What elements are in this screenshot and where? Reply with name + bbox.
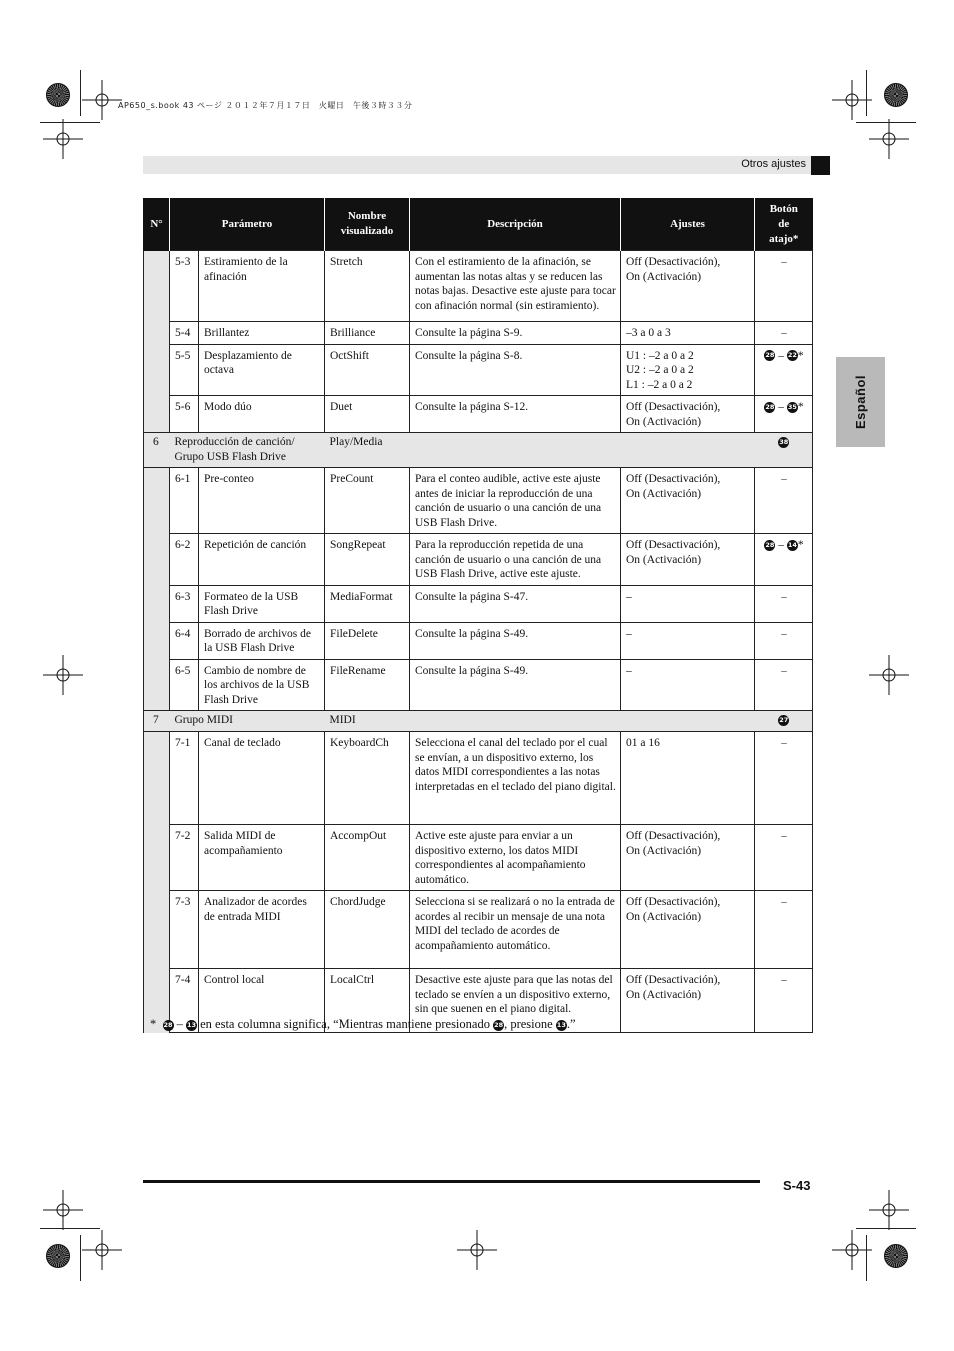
row-desc: Consulte la página S-49.: [410, 659, 621, 711]
table-row: [144, 396, 813, 433]
row-display: MediaFormat: [325, 585, 410, 622]
row-shortcut: –: [781, 590, 787, 603]
registration-circle-bottom-left: [46, 1244, 70, 1268]
crop-line: [40, 122, 100, 123]
crop-line: [866, 70, 867, 116]
row-settings: Off (Desactivación), On (Activación): [621, 396, 755, 433]
row-settings: –: [621, 585, 755, 622]
row-param: Cambio de nombre de los archivos de la USB Flash Drive: [199, 659, 325, 711]
circled-button-icon: 28: [163, 1020, 173, 1029]
group-gutter: [144, 732, 170, 1033]
row-desc: Consulte la página S-8.: [410, 344, 621, 396]
circled-button-icon: 28: [494, 1020, 504, 1029]
row-shortcut: –: [781, 473, 787, 485]
row-shortcut: –: [781, 830, 787, 842]
row-display: KeyboardCh: [325, 732, 410, 825]
header-description: Descripción: [410, 198, 621, 251]
group-gutter: [144, 468, 170, 711]
circled-button-icon: 13: [556, 1020, 566, 1029]
row-display: FileRename: [325, 659, 410, 711]
group-row-playback: [144, 433, 813, 468]
section-marker-block: [811, 156, 830, 175]
table-row: [144, 534, 813, 586]
row-shortcut: –: [781, 327, 787, 339]
row-id: 7-4: [170, 969, 199, 1033]
group-title: Grupo MIDI: [170, 711, 325, 732]
circled-button-icon: 27: [779, 715, 789, 724]
row-shortcut: –: [781, 737, 787, 749]
row-shortcut: [755, 396, 813, 433]
header-param: Parámetro: [170, 198, 325, 251]
row-id: 6-5: [170, 659, 199, 711]
row-settings: U1 : –2 a 0 a 2 U2 : –2 a 0 a 2 L1 : –2 a 0 a 2: [621, 344, 755, 396]
row-id: 7-1: [170, 732, 199, 825]
row-param: Canal de teclado: [199, 732, 325, 825]
group-row-midi: [144, 711, 813, 732]
table-header-row: [144, 198, 813, 251]
row-id: 6-2: [170, 534, 199, 586]
crop-line: [866, 1235, 867, 1281]
circled-button-icon: 28: [765, 351, 775, 360]
shortcut-asterisk: *: [797, 349, 804, 362]
crop-line: [80, 1235, 81, 1281]
registration-circle-top-left: [46, 83, 70, 107]
bottom-rule: [143, 1180, 760, 1183]
registration-circle-top-right: [884, 83, 908, 107]
row-id: 7-2: [170, 825, 199, 891]
row-desc: Desactive este ajuste para que las notas del teclado se envíen a un dispositivo externo, sin que suenen en el piano digital.: [410, 969, 621, 1033]
row-desc: Selecciona si se realizará o no la entrada de acordes al recibir un mensaje de una nota MIDI del teclado de acordes de acompañamiento automático.: [410, 891, 621, 969]
row-settings: Off (Desactivación), On (Activación): [621, 534, 755, 586]
row-id: 5-5: [170, 344, 199, 396]
file-header: AP650_s.book 43 ページ ２０１２年７月１７日 火曜日 午後３時３３分: [118, 101, 413, 110]
row-display: PreCount: [325, 468, 410, 534]
row-id: 6-4: [170, 622, 199, 659]
crosshair-right-middle: [869, 655, 909, 695]
row-settings: Off (Desactivación), On (Activación): [621, 891, 755, 969]
crop-line: [80, 70, 81, 116]
crosshair-left-upper: [43, 119, 83, 159]
row-param: Borrado de archivos de la USB Flash Drive: [199, 622, 325, 659]
shortcut-separator: –: [775, 349, 787, 362]
header-num: N°: [144, 198, 170, 251]
row-display: Stretch: [325, 251, 410, 322]
row-param: Salida MIDI de acompañamiento: [199, 825, 325, 891]
row-desc: Active este ajuste para enviar a un dispositivo externo, los datos MIDI correspondientes al acompañamiento automático.: [410, 825, 621, 891]
language-tab-label: Español: [853, 374, 868, 430]
row-desc: Selecciona el canal del teclado por el cual se envían, a un dispositivo externo, los datos MIDI correspondientes a las notas interpretadas en el teclado del piano digital.: [410, 732, 621, 825]
row-param: Estiramiento de la afinación: [199, 251, 325, 322]
row-settings: Off (Desactivación), On (Activación): [621, 251, 755, 322]
group-num: 7: [144, 711, 170, 732]
shortcut-asterisk: *: [797, 401, 804, 413]
circled-button-icon: 38: [779, 437, 789, 446]
row-desc: Consulte la página S-49.: [410, 622, 621, 659]
row-desc: Consulte la página S-12.: [410, 396, 621, 433]
row-display: Brilliance: [325, 322, 410, 345]
group-title: Reproducción de canción/ Grupo USB Flash Drive: [170, 433, 325, 468]
language-tab: [836, 357, 885, 447]
footnote-asterisk: *: [150, 1017, 157, 1031]
shortcut-separator: –: [775, 539, 787, 551]
shortcut-asterisk: *: [797, 539, 804, 551]
row-settings: Off (Desactivación), On (Activación): [621, 969, 755, 1033]
row-settings: –3 a 0 a 3: [621, 322, 755, 345]
table-row: [144, 585, 813, 622]
row-display: FileDelete: [325, 622, 410, 659]
header-settings: Ajustes: [621, 198, 755, 251]
row-param: Formateo de la USB Flash Drive: [199, 585, 325, 622]
row-shortcut: –: [781, 627, 787, 640]
row-id: 7-3: [170, 891, 199, 969]
row-display: SongRepeat: [325, 534, 410, 586]
table-row: [144, 251, 813, 322]
crop-line: [856, 122, 916, 123]
parameter-table: [143, 198, 813, 1033]
row-settings: 01 a 16: [621, 732, 755, 825]
crosshair-right-upper: [869, 119, 909, 159]
circled-button-icon: 14: [787, 540, 797, 549]
group-display: Play/Media: [325, 433, 755, 468]
crosshair-bottom-left: [82, 1230, 122, 1270]
footnote-text: , presione: [504, 1017, 556, 1031]
circled-button-icon: 22: [787, 351, 797, 360]
footnote: [150, 1017, 576, 1032]
crop-line: [40, 1228, 100, 1229]
row-desc: Consulte la página S-47.: [410, 585, 621, 622]
shortcut-separator: –: [775, 401, 787, 413]
row-shortcut: [755, 344, 813, 396]
row-settings: –: [621, 622, 755, 659]
row-display: OctShift: [325, 344, 410, 396]
crosshair-top-left: [82, 80, 122, 120]
table-row: [144, 732, 813, 825]
table-row: [144, 344, 813, 396]
row-param: Pre-conteo: [199, 468, 325, 534]
crop-line: [856, 1228, 916, 1229]
row-shortcut: [755, 534, 813, 586]
row-display: Duet: [325, 396, 410, 433]
group-num: 6: [144, 433, 170, 468]
row-shortcut: –: [781, 974, 787, 986]
table-row: [144, 322, 813, 345]
row-shortcut: –: [781, 896, 787, 908]
section-header-bar: [143, 156, 812, 174]
table-row: [144, 891, 813, 969]
row-settings: Off (Desactivación), On (Activación): [621, 825, 755, 891]
row-settings: Off (Desactivación), On (Activación): [621, 468, 755, 534]
row-id: 5-3: [170, 251, 199, 322]
circled-button-icon: 35: [787, 402, 797, 411]
row-display: LocalCtrl: [325, 969, 410, 1033]
row-param: Brillantez: [199, 322, 325, 345]
crosshair-bottom-center: [457, 1230, 497, 1270]
circled-button-icon: 28: [765, 540, 775, 549]
row-id: 5-4: [170, 322, 199, 345]
row-desc: Para el conteo audible, active este ajuste antes de iniciar la reproducción de una canción de usuario o una canción de una USB Flash Drive.: [410, 468, 621, 534]
group-display: MIDI: [325, 711, 755, 732]
table-row: [144, 622, 813, 659]
row-param: Control local: [199, 969, 325, 1033]
row-shortcut: –: [781, 664, 787, 677]
header-shortcut: Botón de atajo*: [755, 198, 813, 251]
row-id: 5-6: [170, 396, 199, 433]
crosshair-right-lower: [869, 1190, 909, 1230]
row-shortcut: –: [781, 256, 787, 268]
circled-button-icon: 13: [186, 1020, 197, 1029]
row-settings: –: [621, 659, 755, 711]
row-param: Repetición de canción: [199, 534, 325, 586]
row-display: AccompOut: [325, 825, 410, 891]
registration-circle-bottom-right: [884, 1244, 908, 1268]
header-display-name: Nombre visualizado: [325, 198, 410, 251]
circled-button-icon: 28: [765, 402, 775, 411]
row-param: Desplazamiento de octava: [199, 344, 325, 396]
crosshair-left-middle: [43, 655, 83, 695]
row-id: 6-1: [170, 468, 199, 534]
footnote-text: en esta columna significa, “Mientras mantiene presionado: [197, 1017, 494, 1031]
row-display: ChordJudge: [325, 891, 410, 969]
row-desc: Con el estiramiento de la afinación, se aumentan las notas altas y se reducen las notas bajas. Desactive este ajuste para tocar con afinación normal (sin estiramiento).: [410, 251, 621, 322]
section-title: Otros ajustes: [741, 158, 806, 170]
row-id: 6-3: [170, 585, 199, 622]
crosshair-left-lower: [43, 1190, 83, 1230]
table-row: [144, 825, 813, 891]
page-number: S-43: [783, 1178, 811, 1193]
table-row: [144, 468, 813, 534]
row-param: Analizador de acordes de entrada MIDI: [199, 891, 325, 969]
row-desc: Consulte la página S-9.: [410, 322, 621, 345]
row-param: Modo dúo: [199, 396, 325, 433]
footnote-text: .”: [566, 1017, 576, 1031]
table-row: [144, 659, 813, 711]
group-gutter: [144, 251, 170, 433]
footnote-separator: –: [173, 1017, 186, 1031]
row-desc: Para la reproducción repetida de una canción de usuario o una canción de una USB Flash Drive, active este ajuste.: [410, 534, 621, 586]
